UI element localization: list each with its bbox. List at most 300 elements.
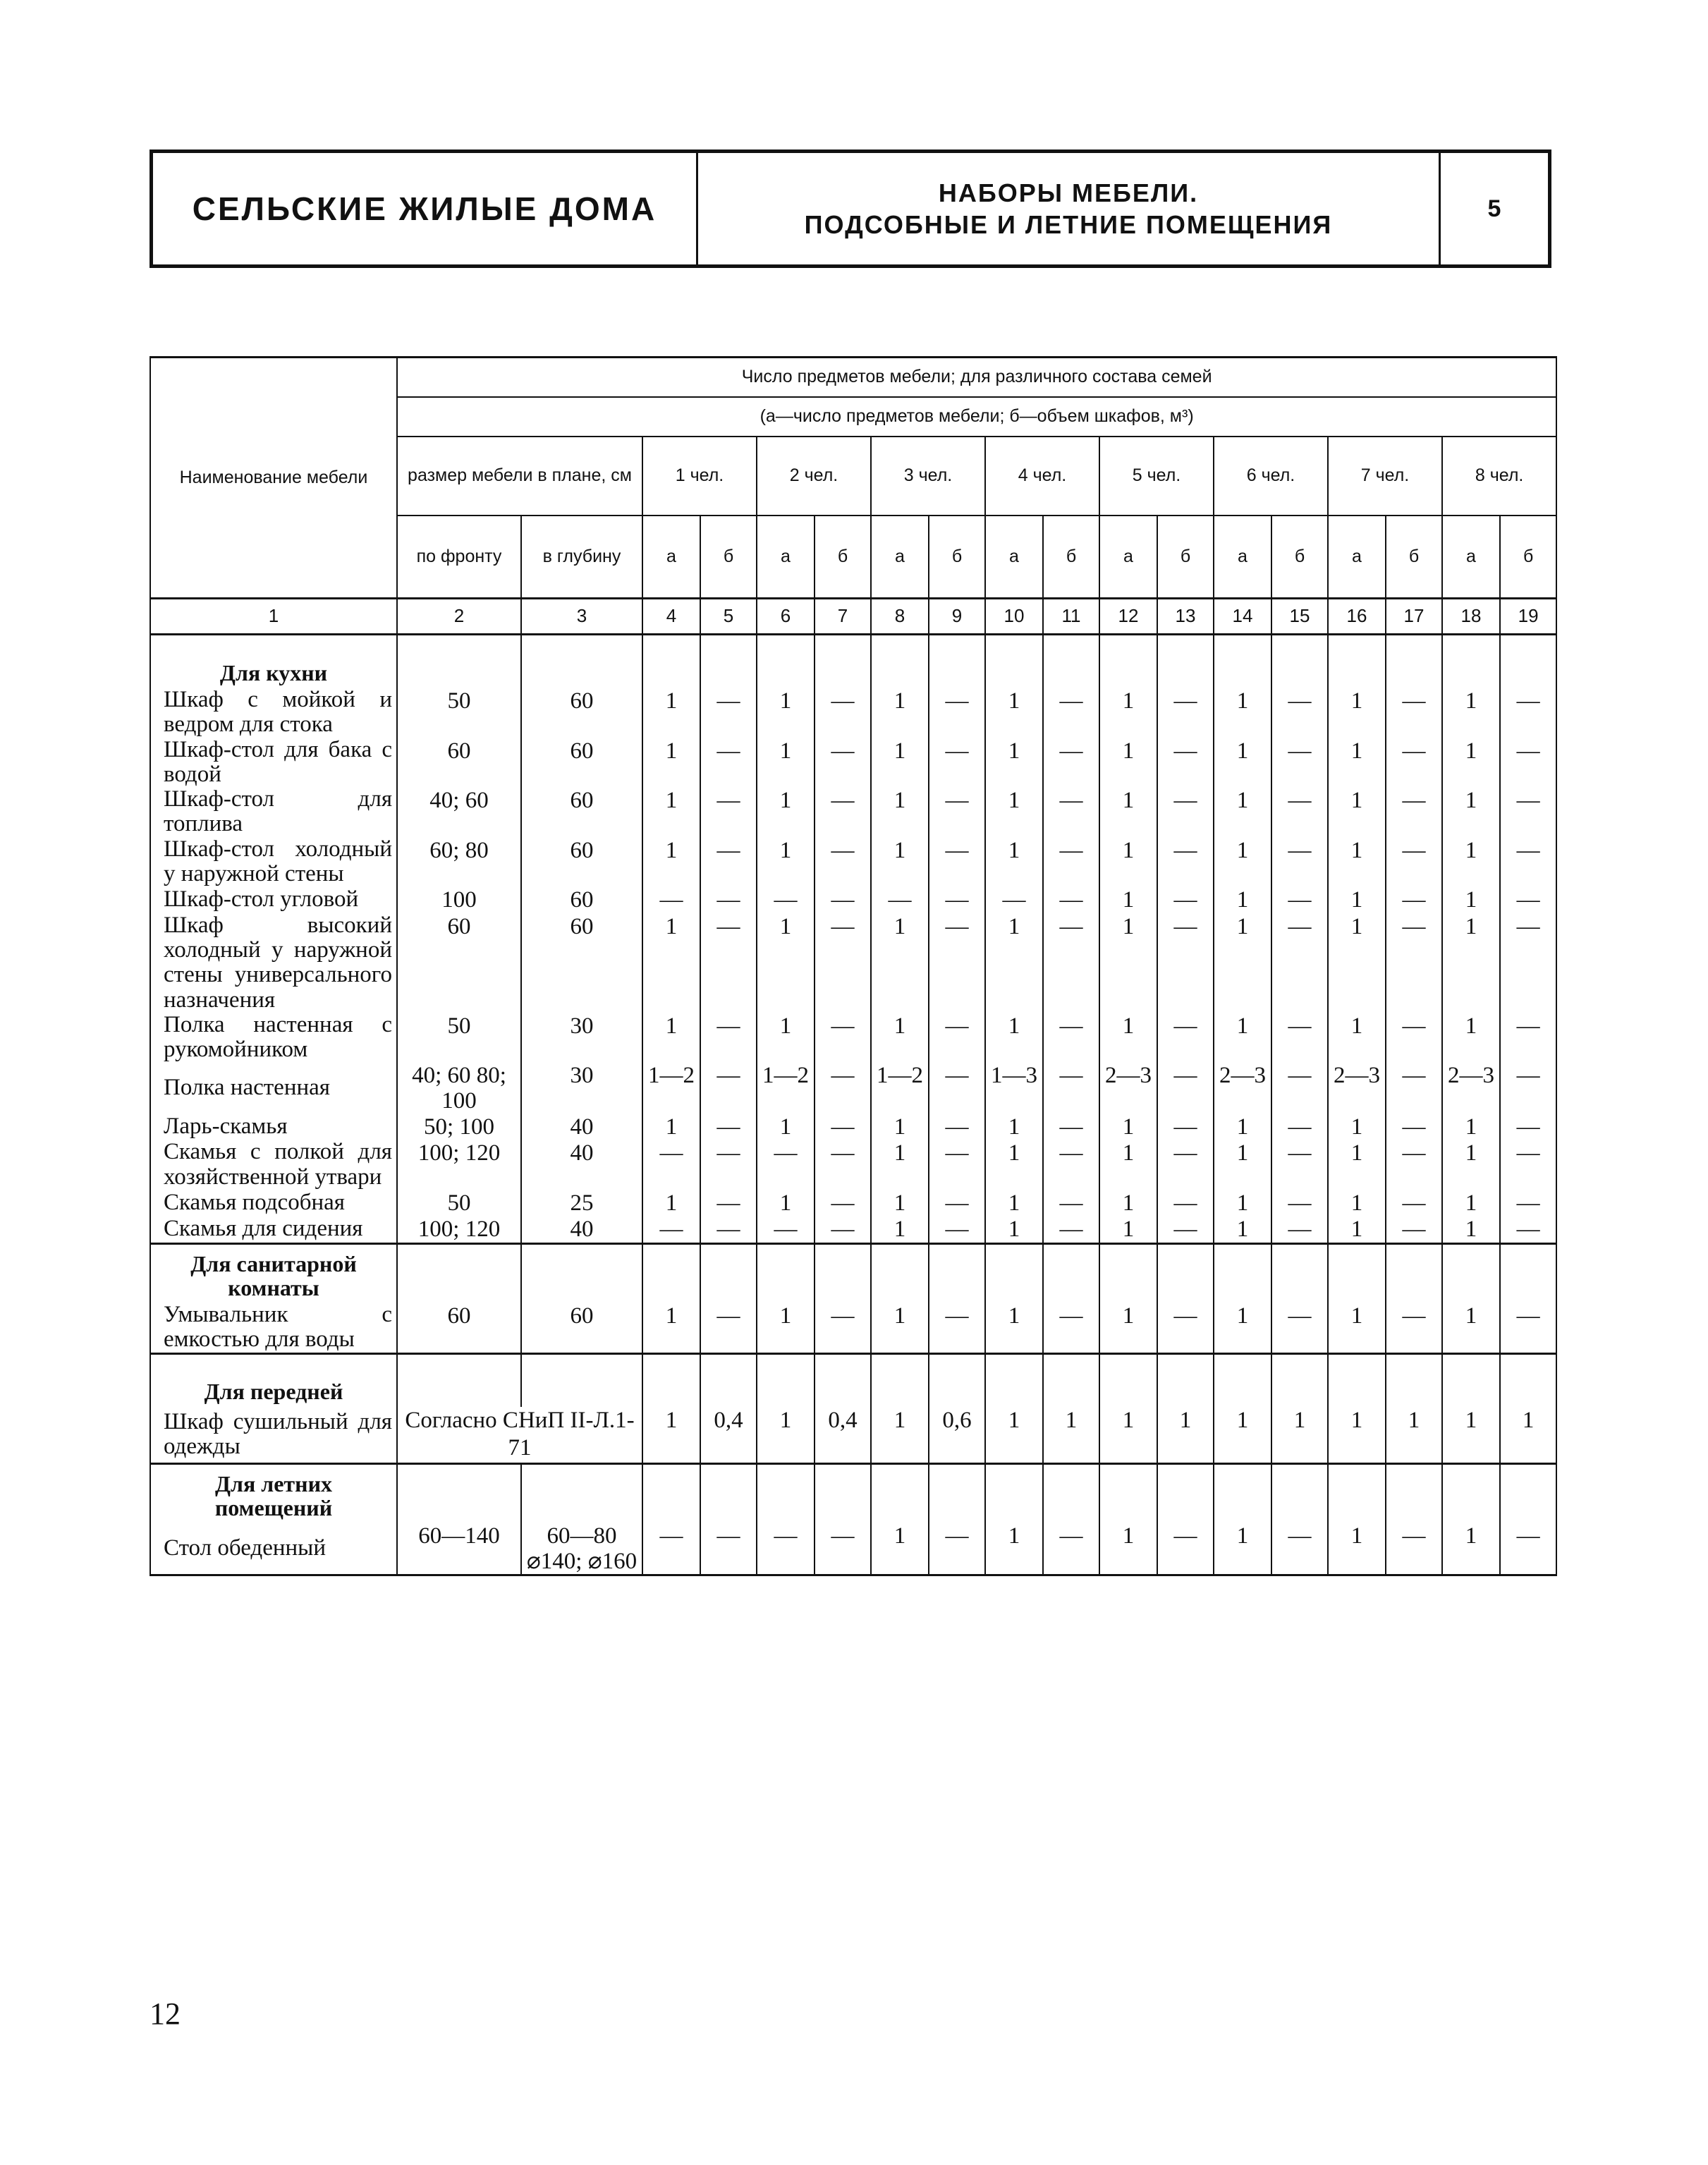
volume-b: — (929, 1303, 985, 1353)
table-row (150, 1013, 1556, 1063)
volume-b: — (929, 1114, 985, 1140)
count-a: 1 (1328, 1114, 1386, 1140)
volume-b: — (929, 688, 985, 738)
header-sub-a: а (757, 516, 815, 599)
furniture-name: Умывальник с емкостью для воды (150, 1303, 397, 1353)
volume-b: — (1386, 1013, 1442, 1063)
count-a: 1 (642, 688, 700, 738)
count-a: 1 (1328, 837, 1386, 887)
volume-b: — (1386, 1216, 1442, 1243)
volume-b: — (700, 1190, 757, 1216)
count-a: 1 (642, 837, 700, 887)
size-depth: 60 (521, 886, 642, 913)
volume-b: — (1157, 1216, 1214, 1243)
volume-b: — (815, 1013, 871, 1063)
table-row (150, 1523, 1556, 1575)
count-a: 1 (1214, 1140, 1271, 1190)
column-number: 12 (1099, 599, 1157, 635)
column-number: 13 (1157, 599, 1214, 635)
table-row (150, 1407, 1556, 1464)
count-a: 1 (871, 1114, 929, 1140)
size-depth: 60 (521, 1303, 642, 1353)
header-family-8: 8 чел. (1442, 437, 1556, 516)
column-number: 11 (1043, 599, 1099, 635)
empty-cell (1043, 635, 1099, 688)
empty-cell (1328, 1463, 1386, 1523)
empty-cell (1442, 1243, 1500, 1303)
count-a: — (642, 1523, 700, 1575)
table-row (150, 688, 1556, 738)
volume-b: — (1500, 787, 1556, 837)
sheet-title-line2: ПОДСОБНЫЕ И ЛЕТНИЕ ПОМЕЩЕНИЯ (804, 210, 1333, 239)
count-a: 1 (1099, 688, 1157, 738)
count-a: 1 (1099, 1140, 1157, 1190)
empty-cell (815, 635, 871, 688)
empty-cell (757, 1243, 815, 1303)
count-a: 1 (985, 913, 1043, 1013)
column-number: 1 (150, 599, 397, 635)
section-header-row (150, 1463, 1556, 1523)
count-a: 1 (757, 1013, 815, 1063)
count-a: 1 (1099, 886, 1157, 913)
volume-b: — (1043, 787, 1099, 837)
volume-b: — (1271, 837, 1328, 887)
empty-cell (1442, 635, 1500, 688)
furniture-name: Шкаф сушильный для одежды (150, 1407, 397, 1464)
volume-b: — (815, 1190, 871, 1216)
empty-cell (1099, 635, 1157, 688)
count-a: 1 (1328, 688, 1386, 738)
count-a: 1 (1214, 1407, 1271, 1464)
empty-cell (985, 635, 1043, 688)
count-a: 1 (1214, 1523, 1271, 1575)
header-front: по фронту (397, 516, 521, 599)
empty-cell (1214, 1243, 1271, 1303)
count-a: — (642, 1216, 700, 1243)
count-a: 1 (871, 738, 929, 788)
empty-cell (700, 1243, 757, 1303)
volume-b: — (815, 1523, 871, 1575)
volume-b: — (1386, 1190, 1442, 1216)
header-sub-b: б (1043, 516, 1099, 599)
size-front: 50 (397, 1190, 521, 1216)
volume-b: — (1500, 738, 1556, 788)
empty-cell (1271, 1243, 1328, 1303)
volume-b: — (929, 1216, 985, 1243)
volume-b: — (1386, 688, 1442, 738)
empty-cell (1157, 1243, 1214, 1303)
table-row (150, 1216, 1556, 1243)
count-a: 1 (1442, 787, 1500, 837)
count-a: — (642, 1140, 700, 1190)
count-a: 1 (1328, 1216, 1386, 1243)
header-sub-a: а (871, 516, 929, 599)
volume-b: — (1043, 1190, 1099, 1216)
volume-b: — (1386, 1523, 1442, 1575)
volume-b: — (1157, 1114, 1214, 1140)
count-a: 1 (642, 787, 700, 837)
empty-cell (929, 635, 985, 688)
count-a: 1 (757, 1114, 815, 1140)
count-a: 1 (1328, 1523, 1386, 1575)
volume-b: — (1271, 1303, 1328, 1353)
empty-cell (521, 635, 642, 688)
count-a: 1 (985, 1407, 1043, 1464)
volume-b: — (1500, 886, 1556, 913)
column-number: 10 (985, 599, 1043, 635)
count-a: 1 (871, 1523, 929, 1575)
size-front: 50; 100 (397, 1114, 521, 1140)
count-a: 1 (985, 738, 1043, 788)
volume-b: — (1386, 787, 1442, 837)
count-a: 1 (985, 787, 1043, 837)
count-a: 1 (1099, 913, 1157, 1013)
empty-cell (700, 1463, 757, 1523)
column-number: 3 (521, 599, 642, 635)
column-number: 7 (815, 599, 871, 635)
volume-b: — (1157, 738, 1214, 788)
empty-cell (1328, 1243, 1386, 1303)
section-title: Для кухни (150, 635, 397, 688)
size-depth: 40 (521, 1114, 642, 1140)
count-a: 1 (1328, 1140, 1386, 1190)
volume-b: — (700, 1523, 757, 1575)
table-row (150, 1114, 1556, 1140)
size-depth: 60 (521, 787, 642, 837)
empty-cell (815, 1463, 871, 1523)
volume-b: — (700, 688, 757, 738)
volume-b: — (815, 886, 871, 913)
count-a: 1 (985, 688, 1043, 738)
count-a: 1—2 (871, 1062, 929, 1114)
volume-b: — (815, 688, 871, 738)
volume-b: 1 (1043, 1407, 1099, 1464)
furniture-name: Полка настенная (150, 1062, 397, 1114)
empty-cell (1386, 1463, 1442, 1523)
furniture-name: Шкаф высокий холодный у наружной стены универсального назначения (150, 913, 397, 1013)
count-a: 1 (757, 1303, 815, 1353)
furniture-name: Шкаф-стол для бака с водой (150, 738, 397, 788)
volume-b: — (1157, 787, 1214, 837)
count-a: — (871, 886, 929, 913)
table-row (150, 738, 1556, 788)
size-front: 40; 60 (397, 787, 521, 837)
volume-b: — (929, 1190, 985, 1216)
book-title: СЕЛЬСКИЕ ЖИЛЫЕ ДОМА (153, 153, 698, 264)
volume-b: — (1500, 1190, 1556, 1216)
empty-cell (815, 1353, 871, 1407)
furniture-name: Полка настенная с рукомойником (150, 1013, 397, 1063)
count-a: — (757, 1523, 815, 1575)
empty-cell (929, 1353, 985, 1407)
empty-cell (642, 1463, 700, 1523)
empty-cell (757, 1353, 815, 1407)
sheet-header (150, 150, 1551, 268)
size-front: 50 (397, 688, 521, 738)
column-number: 4 (642, 599, 700, 635)
header-sub-a: а (1328, 516, 1386, 599)
volume-b: — (1271, 913, 1328, 1013)
count-a: 1 (642, 913, 700, 1013)
table-row (150, 1303, 1556, 1353)
volume-b: — (1043, 1062, 1099, 1114)
column-number: 6 (757, 599, 815, 635)
count-a: 1 (1442, 1407, 1500, 1464)
count-a: 1 (1328, 913, 1386, 1013)
count-a: 1 (1099, 1303, 1157, 1353)
volume-b: — (1386, 1062, 1442, 1114)
empty-cell (1043, 1463, 1099, 1523)
count-a: 1 (1099, 837, 1157, 887)
count-a: 1 (757, 787, 815, 837)
header-sub-b: б (1500, 516, 1556, 599)
empty-cell (1214, 635, 1271, 688)
sheet-title-line1: НАБОРЫ МЕБЕЛИ. (938, 178, 1199, 207)
count-a: 1 (1099, 787, 1157, 837)
count-a: 1 (1214, 1190, 1271, 1216)
volume-b: — (700, 1062, 757, 1114)
size-depth: 40 (521, 1216, 642, 1243)
volume-b: — (1157, 913, 1214, 1013)
volume-b: — (929, 738, 985, 788)
volume-b: — (1500, 1140, 1556, 1190)
empty-cell (1500, 1463, 1556, 1523)
count-a: 1 (1099, 1523, 1157, 1575)
section-title: Для летних помещений (150, 1463, 397, 1523)
count-a: 1 (985, 1523, 1043, 1575)
header-sub-a: а (1442, 516, 1500, 599)
volume-b: — (1271, 787, 1328, 837)
volume-b: — (1386, 1114, 1442, 1140)
header-sub-a: а (1099, 516, 1157, 599)
volume-b: — (929, 1140, 985, 1190)
column-number: 16 (1328, 599, 1386, 635)
count-a: 1 (757, 1407, 815, 1464)
count-a: 1 (871, 1303, 929, 1353)
empty-cell (1271, 1353, 1328, 1407)
count-a: 1 (1442, 886, 1500, 913)
count-a: 1 (1328, 1303, 1386, 1353)
header-sub-a: а (985, 516, 1043, 599)
section-title: Для передней (150, 1353, 397, 1407)
volume-b: — (700, 1140, 757, 1190)
furniture-name: Шкаф-стол для топлива (150, 787, 397, 837)
furniture-table (150, 356, 1557, 1576)
count-a: 1 (871, 1140, 929, 1190)
count-a: 1 (871, 787, 929, 837)
header-family-1: 1 чел. (642, 437, 757, 516)
volume-b: — (700, 886, 757, 913)
size-depth: 60 (521, 913, 642, 1013)
size-front: 40; 60 80; 100 (397, 1062, 521, 1114)
volume-b: — (1500, 1216, 1556, 1243)
count-a: 1 (1214, 886, 1271, 913)
empty-cell (1442, 1463, 1500, 1523)
empty-cell (521, 1243, 642, 1303)
count-a: 1 (757, 688, 815, 738)
volume-b: — (1271, 1216, 1328, 1243)
header-family-2: 2 чел. (757, 437, 871, 516)
volume-b: — (1157, 837, 1214, 887)
volume-b: — (929, 1062, 985, 1114)
header-sub-a: а (1214, 516, 1271, 599)
count-a: 1 (1442, 688, 1500, 738)
volume-b: — (1386, 837, 1442, 887)
size-depth: 25 (521, 1190, 642, 1216)
count-a: 1 (1328, 787, 1386, 837)
volume-b: — (929, 913, 985, 1013)
empty-cell (871, 1243, 929, 1303)
volume-b: — (929, 787, 985, 837)
volume-b: — (815, 1216, 871, 1243)
count-a: 1 (871, 1013, 929, 1063)
empty-cell (985, 1353, 1043, 1407)
size-merged: Согласно СНиП II-Л.1-71 (397, 1407, 642, 1464)
count-a: 1 (1328, 1190, 1386, 1216)
header-family-6: 6 чел. (1214, 437, 1328, 516)
count-a: — (985, 886, 1043, 913)
size-depth: 60 (521, 738, 642, 788)
volume-b: — (700, 1303, 757, 1353)
volume-b: — (1043, 688, 1099, 738)
count-a: 1 (757, 738, 815, 788)
volume-b: — (815, 1303, 871, 1353)
count-a: 1 (1099, 1407, 1157, 1464)
size-depth: 60 (521, 837, 642, 887)
count-a: 1—2 (757, 1062, 815, 1114)
volume-b: — (1271, 1523, 1328, 1575)
volume-b: — (1386, 1303, 1442, 1353)
empty-cell (1099, 1353, 1157, 1407)
empty-cell (929, 1243, 985, 1303)
table-header (150, 358, 1556, 599)
count-a: 1 (871, 688, 929, 738)
empty-cell (1099, 1243, 1157, 1303)
volume-b: — (815, 837, 871, 887)
count-a: 1 (1328, 1013, 1386, 1063)
volume-b: — (700, 913, 757, 1013)
count-a: 1 (1328, 1407, 1386, 1464)
size-front: 100 (397, 886, 521, 913)
empty-cell (929, 1463, 985, 1523)
header-family-4: 4 чел. (985, 437, 1099, 516)
empty-cell (1328, 635, 1386, 688)
count-a: 2—3 (1214, 1062, 1271, 1114)
empty-cell (1386, 635, 1442, 688)
volume-b: — (1500, 1114, 1556, 1140)
furniture-name: Скамья для сидения (150, 1216, 397, 1243)
size-front: 50 (397, 1013, 521, 1063)
count-a: 1 (1442, 1523, 1500, 1575)
header-size: размер мебели в плане, см (397, 437, 642, 516)
size-front: 100; 120 (397, 1216, 521, 1243)
empty-cell (521, 1353, 642, 1407)
empty-cell (642, 1243, 700, 1303)
volume-b: — (815, 787, 871, 837)
volume-b: — (700, 1216, 757, 1243)
empty-cell (1328, 1353, 1386, 1407)
empty-cell (1271, 1463, 1328, 1523)
volume-b: — (1043, 1303, 1099, 1353)
volume-b: — (929, 1013, 985, 1063)
volume-b: — (1043, 738, 1099, 788)
volume-b: — (929, 1523, 985, 1575)
empty-cell (1500, 635, 1556, 688)
volume-b: — (1386, 886, 1442, 913)
count-a: 1 (1442, 1140, 1500, 1190)
header-sub-b: б (1157, 516, 1214, 599)
count-a: 1 (1099, 1190, 1157, 1216)
volume-b: — (1043, 1114, 1099, 1140)
column-number: 14 (1214, 599, 1271, 635)
volume-b: — (700, 1013, 757, 1063)
count-a: 1 (1214, 1216, 1271, 1243)
empty-cell (1099, 1463, 1157, 1523)
volume-b: — (1500, 1523, 1556, 1575)
volume-b: — (1500, 1013, 1556, 1063)
volume-b: — (1043, 1216, 1099, 1243)
empty-cell (1500, 1243, 1556, 1303)
count-a: 1—2 (642, 1062, 700, 1114)
count-a: 1 (757, 837, 815, 887)
count-a: 1 (642, 1114, 700, 1140)
count-a: 1 (1214, 1303, 1271, 1353)
table-row (150, 1140, 1556, 1190)
volume-b: — (1157, 1303, 1214, 1353)
header-sub-b: б (815, 516, 871, 599)
volume-b: — (700, 837, 757, 887)
count-a: 1 (1328, 738, 1386, 788)
count-a: 1 (1214, 738, 1271, 788)
count-a: 1 (1442, 837, 1500, 887)
volume-b: — (1271, 1190, 1328, 1216)
volume-b: — (1500, 913, 1556, 1013)
header-sub-b: б (1386, 516, 1442, 599)
empty-cell (815, 1243, 871, 1303)
count-a: 1 (642, 738, 700, 788)
empty-cell (871, 635, 929, 688)
furniture-name: Стол обеденный (150, 1523, 397, 1575)
empty-cell (1386, 1353, 1442, 1407)
count-a: 1 (1442, 1190, 1500, 1216)
count-a: 1 (1442, 1114, 1500, 1140)
sheet-number: 5 (1487, 195, 1501, 222)
section-header-row (150, 635, 1556, 688)
sheet-title (698, 153, 1441, 264)
count-a: 1 (1442, 1303, 1500, 1353)
empty-cell (642, 1353, 700, 1407)
header-sub-b: б (1271, 516, 1328, 599)
empty-cell (1214, 1463, 1271, 1523)
empty-cell (1157, 635, 1214, 688)
table-row (150, 913, 1556, 1013)
count-a: 1 (1214, 688, 1271, 738)
volume-b: — (1500, 688, 1556, 738)
table-row (150, 1062, 1556, 1114)
size-depth: 30 (521, 1013, 642, 1063)
header-subgroup: (а—число предметов мебели; б—объем шкафов, м³) (397, 397, 1556, 437)
empty-cell (397, 1243, 521, 1303)
count-a: 1 (1214, 787, 1271, 837)
count-a: 1 (871, 1216, 929, 1243)
empty-cell (1442, 1353, 1500, 1407)
volume-b: — (1157, 1190, 1214, 1216)
volume-b: — (1386, 1140, 1442, 1190)
volume-b: — (815, 913, 871, 1013)
count-a: 1 (757, 913, 815, 1013)
volume-b: — (815, 1140, 871, 1190)
section-header-row (150, 1243, 1556, 1303)
